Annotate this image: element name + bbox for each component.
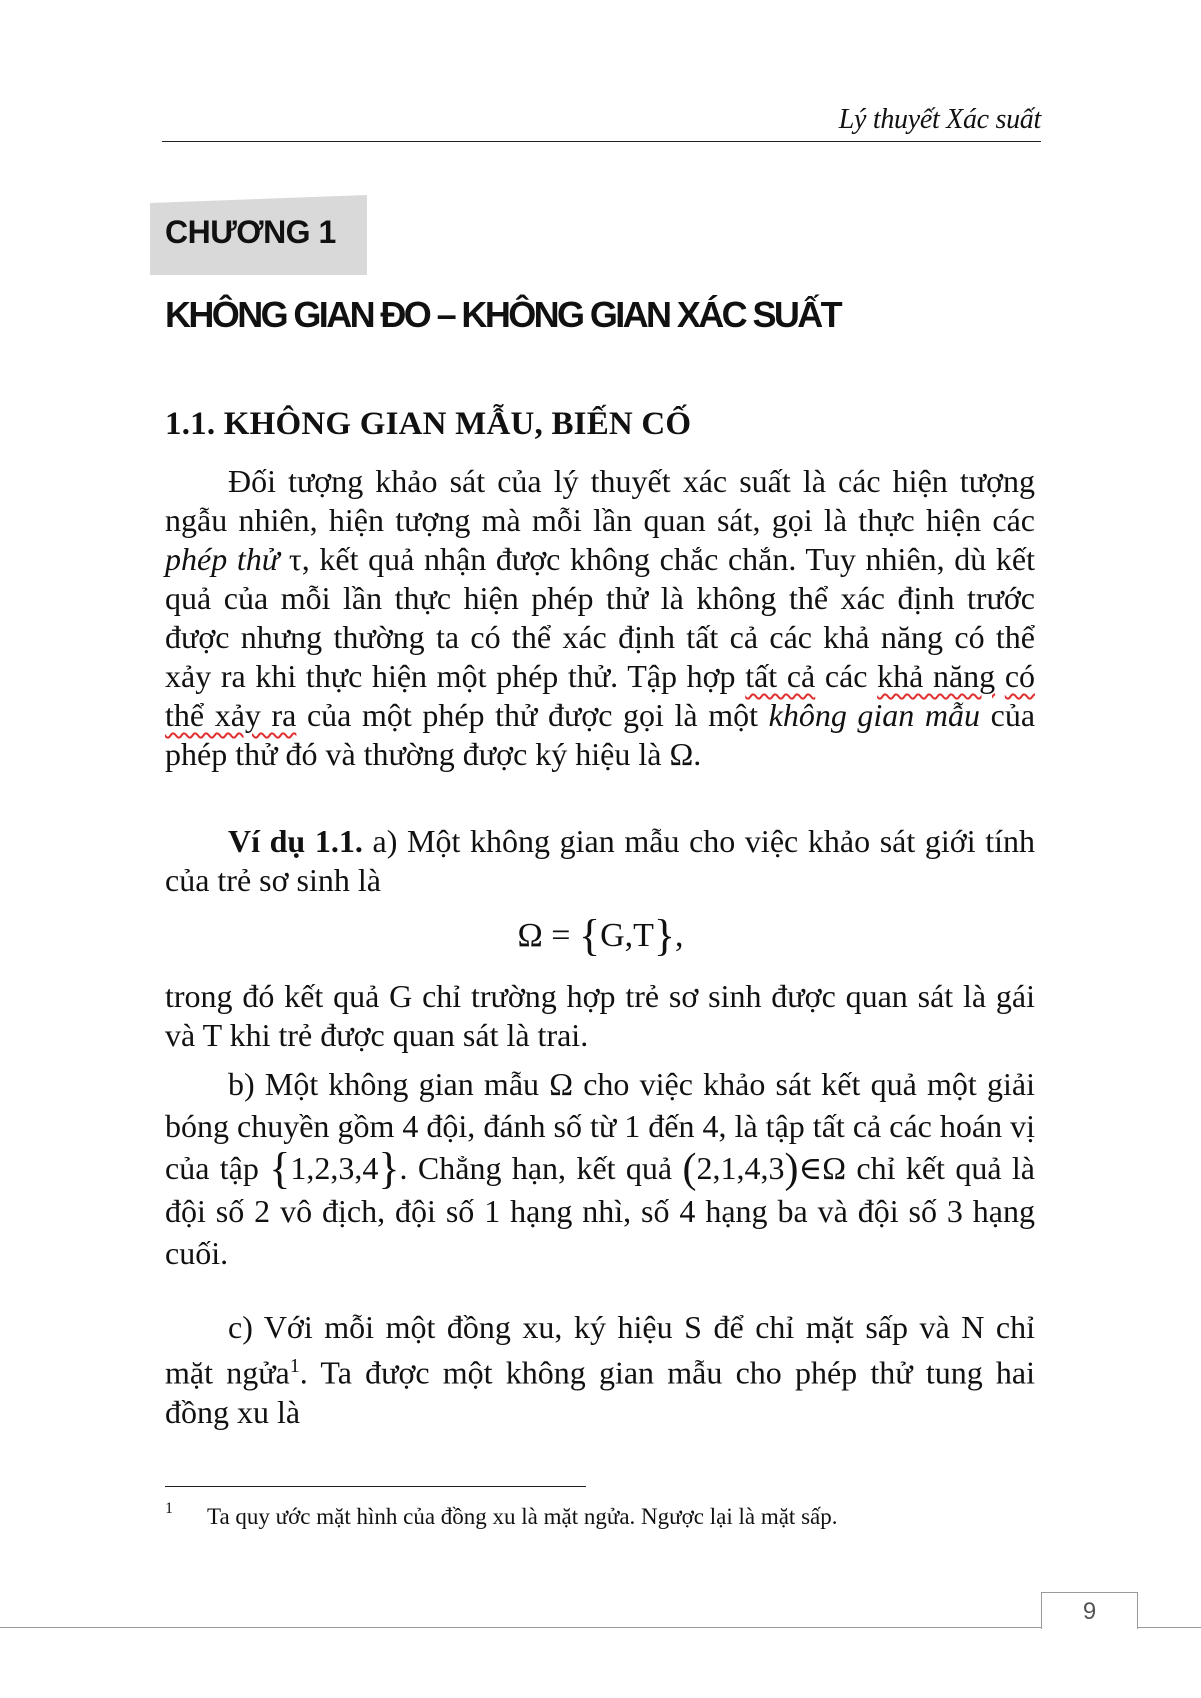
example-a-explanation: trong đó kết quả G chỉ trường hợp trẻ sơ sinh được quan sát là gái và T khi trẻ được quan sát là trai.	[165, 978, 1035, 1053]
spellcheck-underlined-text: có thể xảy ra	[165, 658, 1036, 733]
set-1234: 1,2,3,4	[290, 1150, 379, 1186]
chapter-title: KHÔNG GIAN ĐO – KHÔNG GIAN XÁC SUẤT	[165, 294, 841, 335]
footer-rule	[0, 1627, 1201, 1628]
tuple-2143: 2,1,4,3	[696, 1150, 785, 1186]
footnote-reference: 1	[289, 1355, 300, 1377]
brace-close: }	[378, 1144, 400, 1193]
chapter-label: CHƯƠNG 1	[165, 214, 336, 250]
running-header-title: Lý thuyết Xác suất	[838, 104, 1041, 135]
header-rule	[162, 141, 1041, 142]
term-phep-thu: phép thử	[165, 541, 280, 577]
text-run: của phép thử đó và thường được ký hiệu là	[165, 697, 1036, 772]
example-b	[165, 1063, 1035, 1274]
symbol-omega: Ω	[669, 736, 694, 772]
symbol-tau: τ	[279, 541, 302, 577]
footnote-text: Ta quy ước mặt hình của đồng xu là mặt ngửa. Ngược lại là mặt sấp.	[207, 1504, 838, 1529]
formula-lhs: Ω =	[517, 917, 579, 954]
text-run: chỉ kết quả là đội số 2 vô địch, đội số 1 hạng nhì, số 4 hạng ba và đội số 3 hạng cuối.	[165, 1150, 1036, 1271]
text-run: cho việc khảo sát kết quả một giải bóng chuyền gồm 4 đội, đánh số từ 1 đến 4, là tập tất cả các hoán vị của tập	[165, 1066, 1036, 1186]
text-run: . Chẳng hạn, kết quả	[399, 1150, 683, 1186]
spellcheck-underlined-text: khả năng	[877, 658, 996, 694]
formula-set: G,T	[600, 917, 654, 954]
page-number-box	[1041, 1592, 1138, 1629]
brace-open: {	[269, 1144, 291, 1193]
brace-close: }	[653, 911, 676, 960]
brace-open: {	[578, 911, 601, 960]
example-c	[165, 1308, 1035, 1432]
page-number: 9	[1082, 1598, 1097, 1625]
term-khong-gian-mau: không gian mẫu	[768, 697, 981, 733]
footnote-rule	[165, 1486, 586, 1487]
text-run	[995, 658, 1005, 694]
text-run: , kết quả nhận được không chắc chắn. Tuy nhiên, dù kết quả của mỗi lần thực hiện phép thử là không thể xác định trước được nhưng thường ta có thể xác định tất cả các khả năng có thể xảy ra khi thực hiện một phép thử. Tập hợp	[165, 541, 1036, 694]
element-of-omega: ∈Ω	[798, 1150, 846, 1186]
text-run: .	[693, 736, 702, 772]
symbol-omega: Ω	[549, 1066, 574, 1102]
formula-gender-sample-space	[0, 910, 1201, 961]
paragraph-sample-space	[165, 462, 1035, 774]
text-run: b) Một không gian mẫu	[228, 1066, 550, 1102]
text-run: của một phép thử được gọi là một	[296, 697, 769, 733]
example-a-intro	[165, 822, 1035, 900]
text-run: c) Với mỗi một đồng xu, ký hiệu S để chỉ mặt sấp và N chỉ mặt ngửa	[165, 1309, 1035, 1391]
text-run: Đối tượng khảo sát của lý thuyết xác suất là các hiện tượng ngẫu nhiên, hiện tượng mà mỗi lần quan sát, gọi là thực hiện các	[165, 463, 1035, 538]
example-label: Ví dụ 1.1.	[228, 823, 363, 859]
section-heading: 1.1. KHÔNG GIAN MẪU, BIẾN CỐ	[165, 406, 692, 442]
paren-open: (	[682, 1146, 697, 1192]
footnote-mark: 1	[165, 1500, 173, 1517]
text-run: các	[815, 658, 878, 694]
text-run: a) Một không gian mẫu cho việc khảo sát giới tính của trẻ sơ sinh là	[165, 823, 1036, 898]
formula-end: ,	[675, 917, 684, 954]
paren-close: )	[784, 1146, 799, 1192]
spellcheck-underlined-text: tất cả	[745, 658, 816, 694]
text-run: . Ta được một không gian mẫu cho phép thử tung hai đồng xu là	[165, 1354, 1036, 1430]
